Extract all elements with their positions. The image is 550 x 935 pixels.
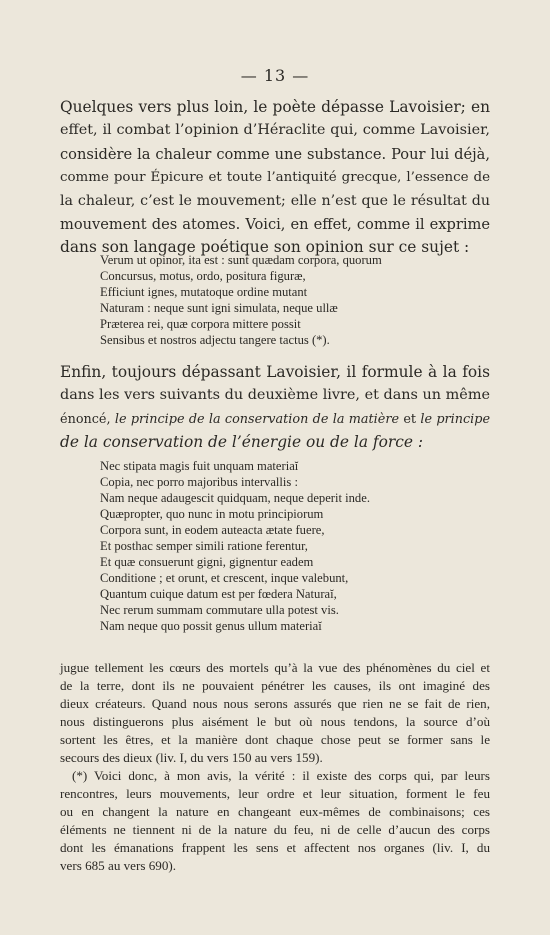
verse-line: Efficiunt ignes, mutatoque ordine mutant	[100, 285, 308, 300]
footnote-line: nous distinguerons plus aisément le but où nous tendons, la source d’où	[60, 713, 490, 729]
page-number: — 13 —	[240, 66, 310, 85]
verse-line: Nam neque quo possit genus ullum materiaĭ	[100, 619, 322, 634]
paragraph-line	[60, 408, 490, 431]
latin-verse-block-2	[100, 458, 460, 635]
verse-line: Quantum cuique datum est per fœdera Naturaĭ,	[100, 587, 337, 602]
verse-line: Concursus, motus, ordo, positura figuræ,	[100, 269, 306, 284]
verse-line: Naturam : neque sunt igni simulata, neque ullæ	[100, 301, 338, 316]
text-run: et	[399, 411, 421, 427]
footnote-line: éléments ne tiennent ni de la nature du feu, ni de celle d’aucun des corps	[60, 821, 490, 837]
footnote-line: sortent les êtres, et la manière dont chaque chose peut se former sans le	[60, 731, 490, 747]
verse-line: Quæpropter, quo nunc in motu principiorum	[100, 507, 324, 522]
footnote-asterisk	[60, 767, 490, 874]
verse-line: Sensibus et nostros adjectu tangere tactus (*).	[100, 333, 330, 348]
paragraph-line: comme pour Épicure et toute l’antiquité grecque, l’essence de	[60, 170, 490, 186]
footnote-line: secours des dieux (liv. I, du vers 150 au vers 159).	[60, 749, 323, 765]
footnote-continuation	[60, 659, 490, 766]
paragraph-line: Enfin, toujours dépassant Lavoisier, il formule à la fois	[60, 363, 490, 381]
footnote-line: dont les émanations frappent les sens et affectent nos organes (liv. I, du	[60, 839, 490, 855]
verse-line: Nam neque adaugescit quidquam, neque deperit inde.	[100, 491, 370, 506]
footnote-line: (*) Voici donc, à mon avis, la vérité : il existe des corps qui, par leurs	[72, 768, 490, 783]
footnote-line: dieux créateurs. Quand nous nous serons assurés que rien ne se fait de rien,	[60, 695, 490, 711]
verse-line: Et posthac semper simili ratione ferentur,	[100, 539, 308, 554]
verse-line: Conditione ; et orunt, et crescent, inque valebunt,	[100, 571, 349, 586]
footnote-line: jugue tellement les cœurs des mortels qu’à la vue des phénomènes du ciel et	[60, 660, 490, 675]
paragraph-line: dans son langage poétique son opinion sur ce sujet :	[60, 238, 470, 257]
text-run: énoncé,	[60, 411, 115, 427]
verse-line: Copia, nec porro majoribus intervallis :	[100, 475, 298, 490]
paragraph-line: mouvement des atomes. Voici, en effet, comme il exprime	[60, 216, 490, 234]
footnote-line: de la terre, dont ils ne pouvaient pénétrer les causes, ils ont imaginé des	[60, 677, 490, 693]
italic-run: le principe	[420, 411, 491, 427]
footnote-line: vers 685 au vers 690).	[60, 857, 176, 873]
paragraph-line: la chaleur, c’est le mouvement; elle n’est que le résultat du	[60, 192, 490, 209]
paragraph-line: Quelques vers plus loin, le poète dépasse Lavoisier; en	[60, 98, 490, 116]
latin-verse-block-1	[100, 252, 460, 349]
paragraph-conservation-principles	[60, 361, 490, 455]
paragraph-line: considère la chaleur comme une substance. Pour lui déjà,	[60, 145, 490, 163]
verse-line: Præterea rei, quæ corpora mittere possit	[100, 317, 301, 332]
footnote-line: ou en changent la nature en changeant eux-mêmes de combinaisons; ces	[60, 803, 490, 819]
paragraph-lavoisier-heraclitus	[60, 96, 490, 260]
footnote-line: rencontres, leurs mouvements, leur ordre et leur situation, forment le feu	[60, 785, 490, 801]
italic-run: le principe de la conservation de la matière	[114, 411, 400, 427]
verse-line: Nec stipata magis fuit unquam materiaĭ	[100, 459, 299, 473]
paragraph-line: dans les vers suivants du deuxième livre, et dans un même	[60, 387, 490, 404]
italic-run: de la conservation de l’énergie ou de la force :	[60, 433, 424, 452]
verse-line: Nec rerum summam commutare ulla potest vis.	[100, 603, 339, 618]
paragraph-line	[60, 431, 490, 454]
verse-line: Et quæ consuerunt gigni, gignentur eadem	[100, 555, 314, 570]
paragraph-line: effet, il combat l’opinion d’Héraclite qui, comme Lavoisier,	[60, 122, 490, 139]
verse-line: Corpora sunt, in eodem auteacta ætate fuere,	[100, 523, 325, 538]
verse-line: Verum ut opinor, ita est : sunt quædam corpora, quorum	[100, 253, 382, 267]
